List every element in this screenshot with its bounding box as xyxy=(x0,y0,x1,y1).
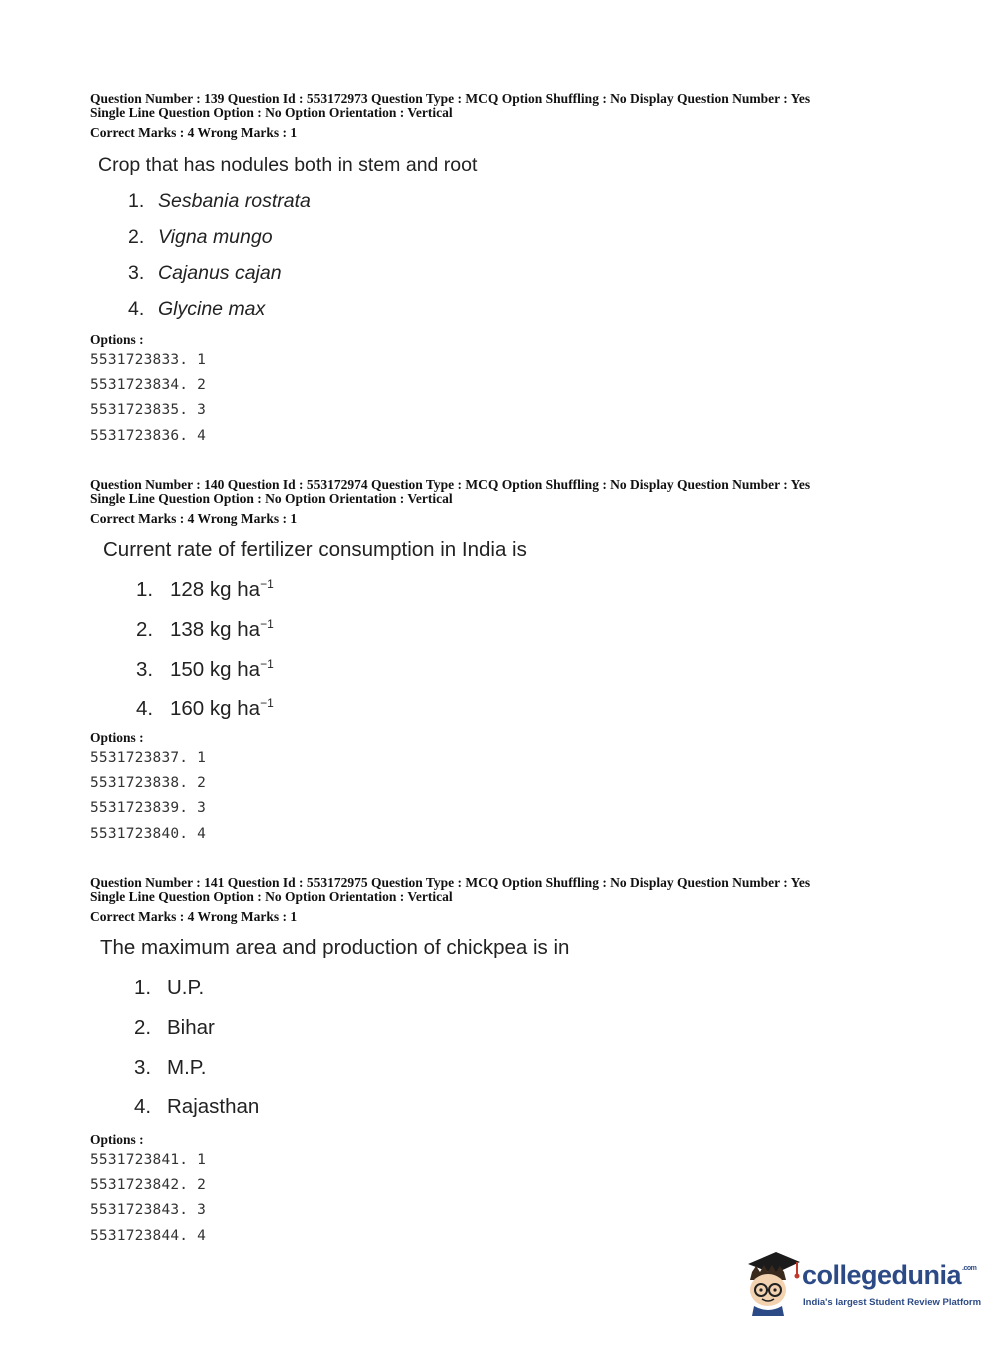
choice-text: Glycine max xyxy=(158,298,266,320)
choice-number: 3. xyxy=(128,262,145,284)
marks-line: Correct Marks : 4 Wrong Marks : 1 xyxy=(90,909,298,924)
choice-4 xyxy=(136,696,274,721)
options-label: Options : xyxy=(90,1132,144,1147)
options-label: Options : xyxy=(90,730,144,745)
question-meta-line: Question Number : 139 Question Id : 553172973 Question Type : MCQ Option Shuffling : No Display Question Number : Yes xyxy=(90,91,811,106)
choice-number: 1. xyxy=(136,578,154,601)
option-code: 5531723833. 1 xyxy=(90,352,207,368)
student-mascot-icon xyxy=(742,1250,804,1320)
option-code: 5531723838. 2 xyxy=(90,775,207,791)
option-code: 5531723842. 2 xyxy=(90,1177,207,1193)
choice-number: 4. xyxy=(136,697,154,720)
choice-2 xyxy=(136,617,274,642)
choice-superscript: −1 xyxy=(260,696,274,710)
question-meta-line-2: Single Line Question Option : No Option Orientation : Vertical xyxy=(90,889,453,904)
options-label: Options : xyxy=(90,332,144,347)
choice-number: 2. xyxy=(134,1016,152,1039)
choice-text: 160 kg ha xyxy=(170,697,261,720)
marks-line: Correct Marks : 4 Wrong Marks : 1 xyxy=(90,511,298,526)
choice-number: 4. xyxy=(128,298,145,320)
choice-2 xyxy=(128,226,273,249)
marks-line: Correct Marks : 4 Wrong Marks : 1 xyxy=(90,125,298,140)
question-meta-line-2: Single Line Question Option : No Option Orientation : Vertical xyxy=(90,491,453,506)
choice-3 xyxy=(128,262,282,285)
choice-4 xyxy=(134,1095,259,1119)
choice-1 xyxy=(128,190,311,213)
choice-2 xyxy=(134,1016,215,1040)
choice-text: Sesbania rostrata xyxy=(158,190,311,212)
question-stem: Current rate of fertilizer consumption in India is xyxy=(103,538,527,561)
choice-3 xyxy=(134,1056,207,1080)
collegedunia-logo[interactable] xyxy=(742,1250,982,1320)
option-code: 5531723844. 4 xyxy=(90,1228,207,1244)
choice-number: 1. xyxy=(134,976,152,999)
logo-suffix: .com xyxy=(962,1265,977,1272)
question-stem: Crop that has nodules both in stem and root xyxy=(98,154,478,176)
option-code: 5531723834. 2 xyxy=(90,377,207,393)
choice-superscript: −1 xyxy=(260,657,274,671)
choice-1 xyxy=(134,976,204,1000)
question-block-140 xyxy=(90,478,950,848)
choice-number: 4. xyxy=(134,1095,152,1118)
option-code: 5531723840. 4 xyxy=(90,826,207,842)
choice-text: Rajasthan xyxy=(167,1095,260,1118)
choice-number: 1. xyxy=(128,190,145,212)
question-meta-line: Question Number : 140 Question Id : 553172974 Question Type : MCQ Option Shuffling : No Display Question Number : Yes xyxy=(90,477,811,492)
choice-text: 150 kg ha xyxy=(170,658,261,681)
choice-superscript: −1 xyxy=(260,617,274,631)
choice-number: 2. xyxy=(128,226,145,248)
choice-4 xyxy=(128,298,265,321)
choice-number: 3. xyxy=(136,658,154,681)
choice-text: 138 kg ha xyxy=(170,618,261,641)
logo-wordmark xyxy=(802,1260,976,1291)
choice-text: Cajanus cajan xyxy=(158,262,282,284)
option-code: 5531723843. 3 xyxy=(90,1202,207,1218)
choice-number: 2. xyxy=(136,618,154,641)
choice-text: U.P. xyxy=(167,976,205,999)
logo-name-text: collegedunia xyxy=(802,1260,962,1290)
choice-number: 3. xyxy=(134,1056,152,1079)
option-code: 5531723839. 3 xyxy=(90,800,207,816)
logo-tagline: India's largest Student Review Platform xyxy=(803,1297,982,1308)
option-code: 5531723841. 1 xyxy=(90,1152,207,1168)
question-meta-line-2: Single Line Question Option : No Option Orientation : Vertical xyxy=(90,105,453,120)
question-stem: The maximum area and production of chickpea is in xyxy=(100,936,570,959)
option-code: 5531723836. 4 xyxy=(90,428,207,444)
choice-3 xyxy=(136,657,274,682)
question-block-141 xyxy=(90,876,950,1251)
question-block-139 xyxy=(90,92,950,452)
choice-1 xyxy=(136,577,274,602)
choice-text: Vigna mungo xyxy=(158,226,273,248)
choice-superscript: −1 xyxy=(260,577,274,591)
option-code: 5531723835. 3 xyxy=(90,402,207,418)
choice-text: Bihar xyxy=(167,1016,215,1039)
choice-text: M.P. xyxy=(167,1056,207,1079)
question-meta-line: Question Number : 141 Question Id : 553172975 Question Type : MCQ Option Shuffling : No Display Question Number : Yes xyxy=(90,875,811,890)
choice-text: 128 kg ha xyxy=(170,578,261,601)
option-code: 5531723837. 1 xyxy=(90,750,207,766)
